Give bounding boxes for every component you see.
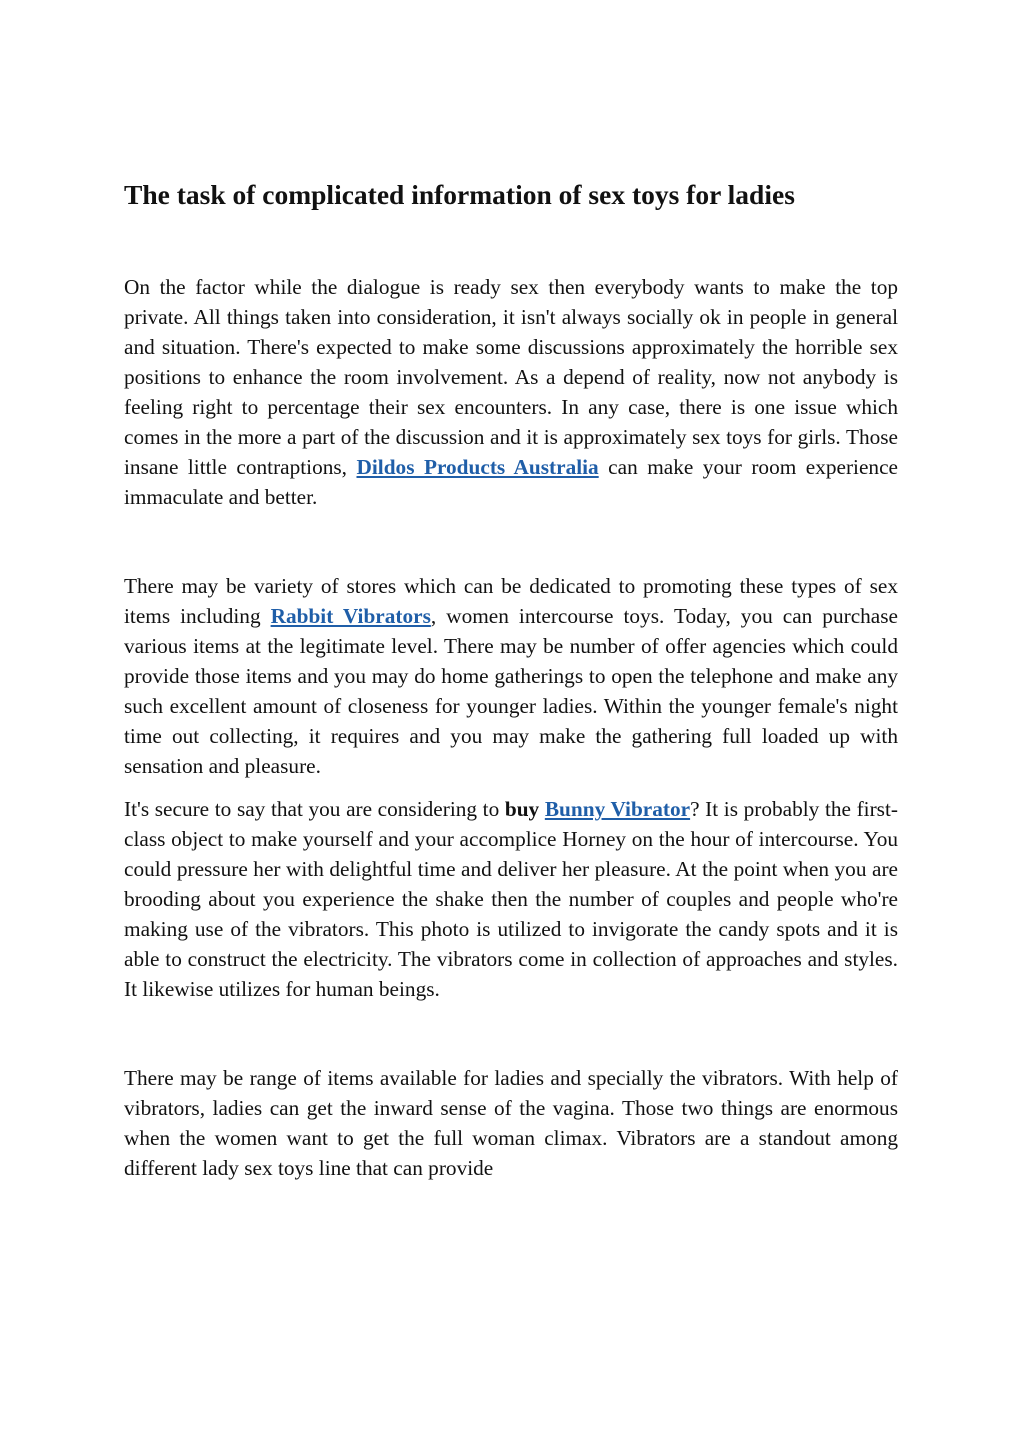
paragraph-1-text-b: can make your room experience immaculate and better.	[124, 455, 898, 509]
rabbit-vibrators-link[interactable]: Rabbit Vibrators	[270, 604, 431, 628]
dildos-products-australia-link[interactable]: Dildos Products Australia	[356, 455, 599, 479]
paragraph-4: There may be range of items available for ladies and specially the vibrators. With help of vibrators, ladies can get the inward sense of the vagina. Those two things are enormous when the women want to get the full woman climax. Vibrators are a standout among different lady sex toys line that can provide	[124, 1066, 898, 1180]
document-title: The task of complicated information of sex toys for ladies	[124, 179, 795, 210]
paragraph-1-text-a: On the factor while the dialogue is ready sex then everybody wants to make the top private. All things taken into consideration, it isn't always socially ok in people in general and situation. There's expected to make some discussions approximately the horrible sex positions to enhance the room involvement. As a depend of reality, now not anybody is feeling right to percentage their sex encounters. In any case, there is one issue which comes in the more a part of the discussion and it is approximately sex toys for girls. Those insane little contraptions,	[124, 275, 898, 479]
paragraph-1	[124, 272, 898, 512]
bunny-vibrator-link[interactable]: Bunny Vibrator	[544, 797, 691, 821]
paragraph-2	[124, 571, 898, 781]
paragraph-3-bold-word: buy	[504, 797, 540, 821]
paragraph-3-text-a: It's secure to say that you are considering to	[124, 797, 505, 821]
paragraph-2-text-a: There may be variety of stores which can be dedicated to promoting these types of sex items including	[124, 574, 898, 628]
paragraph-3	[124, 794, 898, 1004]
paragraph-2-text-b: , women intercourse toys. Today, you can purchase various items at the legitimate level. There may be number of offer agencies which could provide those items and you may do home gatherings to open the telephone and make any such excellent amount of closeness for younger ladies. Within the younger female's night time out collecting, it requires and you may make the gathering full loaded up with sensation and pleasure.	[124, 604, 898, 778]
document-page	[124, 178, 898, 1183]
paragraph-3-text-b: ? It is probably the first-class object to make yourself and your accomplice Horney on the hour of intercourse. You could pressure her with delightful time and deliver her pleasure. At the point when you are brooding about you experience the shake then the number of couples and people who're making use of the vibrators. This photo is utilized to invigorate the candy spots and it is able to construct the electricity. The vibrators come in collection of approaches and styles. It likewise utilizes for human beings.	[124, 797, 898, 1001]
